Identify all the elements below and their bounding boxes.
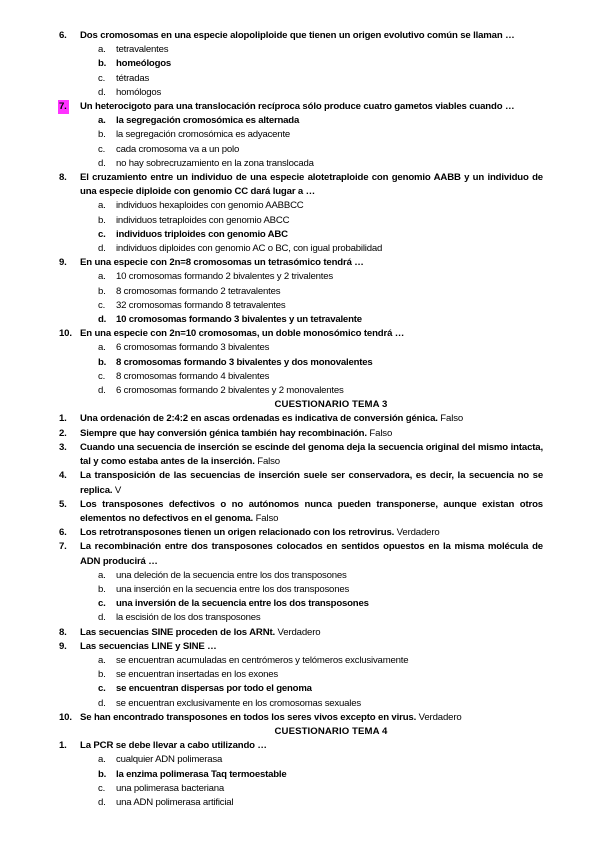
question-number: 9.	[59, 257, 67, 269]
option-text: homeólogos	[116, 58, 172, 70]
question-text: En una especie con 2n=10 cromosomas, un doble monosómico tendrá …	[80, 328, 405, 340]
option-text: una deleción de la secuencia entre los dos transposones	[116, 569, 347, 581]
option-letter: c.	[98, 782, 106, 794]
option-letter: a.	[98, 200, 106, 212]
option	[0, 569, 600, 583]
option-text: una inserción en la secuencia entre los dos transposones	[116, 583, 350, 595]
question-number: 5.	[59, 498, 67, 510]
option	[0, 370, 600, 384]
question-text: La transposición de las secuencias de inserción suele ser conservadora, es decir, la secuencia no se replica.	[80, 470, 543, 496]
option-letter: b.	[98, 768, 107, 780]
option-letter: c.	[98, 143, 106, 155]
question-t3-4	[0, 469, 600, 497]
option	[0, 668, 600, 682]
section-heading-tema-3: CUESTIONARIO TEMA 3	[274, 399, 388, 411]
option-text: 8 cromosomas formando 4 bivalentes	[116, 370, 270, 382]
option-correct	[0, 228, 600, 242]
question-text: Dos cromosomas en una especie alopoliploide que tienen un origen evolutivo común se llaman …	[80, 30, 515, 41]
question-text: La recombinación entre dos transposones colocados en sentidos opuestos en la misma molécula de ADN producirá …	[80, 541, 543, 567]
option-letter: b.	[98, 356, 107, 368]
option-letter: d.	[98, 385, 106, 397]
question-text: Un heterocigoto para una translocación recíproca sólo produce cuatro gametos viables cuando …	[80, 101, 515, 113]
option-text: individuos triploides con genomio ABC	[116, 228, 288, 240]
option	[0, 611, 600, 625]
option-correct	[0, 313, 600, 327]
question-text: Se han encontrado transposones en todos los seres vivos excepto en virus.	[80, 711, 417, 723]
option-text: tetravalentes	[116, 44, 169, 56]
option	[0, 341, 600, 355]
section-heading-tema-4: CUESTIONARIO TEMA 4	[274, 725, 388, 737]
question-number: 1.	[59, 413, 67, 425]
option-correct	[0, 356, 600, 370]
option-text: la segregación cromosómica es adyacente	[116, 129, 291, 141]
option-letter: b.	[98, 583, 106, 595]
option	[0, 285, 600, 299]
option-text: una ADN polimerasa artificial	[116, 796, 234, 808]
question-text: Cuando una secuencia de inserción se escinde del genoma deja la secuencia original del mismo intacta, tal y como estaba antes de la inserción.	[80, 441, 543, 468]
answer-text: Falso	[437, 413, 464, 425]
option-text: 8 cromosomas formando 2 tetravalentes	[116, 285, 281, 297]
option	[0, 214, 600, 228]
question-number: 1.	[59, 740, 67, 752]
question-number: 7.	[59, 541, 67, 553]
option-letter: c.	[98, 598, 106, 610]
option-correct	[0, 597, 600, 611]
question-t3-10	[0, 711, 600, 725]
option-text: 6 cromosomas formando 2 bivalentes y 2 monovalentes	[116, 385, 344, 397]
question-number: 8.	[59, 172, 67, 184]
question-7	[0, 100, 600, 114]
answer-text: Verdadero	[275, 626, 321, 638]
option-letter: b.	[98, 669, 106, 681]
question-text: Las secuencias SINE proceden de los ARNt.	[80, 626, 276, 638]
option-letter: c.	[98, 370, 106, 382]
option-text: la enzima polimerasa Taq termoestable	[116, 768, 287, 780]
option	[0, 270, 600, 284]
option-text: 6 cromosomas formando 3 bivalentes	[116, 342, 270, 354]
question-text: Las secuencias LINE y SINE …	[80, 640, 217, 652]
option-text: individuos tetraploides con genomio ABCC	[116, 214, 290, 226]
question-number: 2.	[59, 427, 67, 439]
question-number: 10.	[59, 328, 72, 340]
question-t3-7	[0, 540, 600, 568]
question-t3-1	[0, 412, 600, 426]
option	[0, 583, 600, 597]
option-text: individuos diploides con genomio AC o BC, con igual probabilidad	[116, 243, 383, 255]
option-letter: d.	[98, 697, 106, 709]
option-text: cualquier ADN polimerasa	[116, 754, 223, 766]
option	[0, 782, 600, 796]
option-text: homólogos	[116, 86, 162, 98]
option-letter: b.	[98, 214, 106, 226]
question-t3-3	[0, 441, 600, 469]
question-t4-1	[0, 739, 600, 753]
question-number: 4.	[59, 470, 67, 482]
option-letter: a.	[98, 44, 106, 56]
option-letter: c.	[98, 683, 106, 695]
option-letter: a.	[98, 271, 106, 283]
option	[0, 199, 600, 213]
option-letter: a.	[98, 342, 106, 354]
question-10	[0, 327, 600, 341]
option-text: se encuentran dispersas por todo el genoma	[116, 683, 312, 695]
question-t3-2	[0, 427, 600, 441]
option-text: 32 cromosomas formando 8 tetravalentes	[116, 299, 286, 311]
option-letter: c.	[98, 299, 106, 311]
option-text: una inversión de la secuencia entre los dos transposones	[116, 598, 369, 610]
option-letter: c.	[98, 228, 106, 240]
option-correct	[0, 682, 600, 696]
option	[0, 86, 600, 100]
option-letter: d.	[98, 243, 106, 255]
question-text: Los retrotransposones tienen un origen relacionado con los retrovirus.	[80, 527, 395, 539]
option-letter: a.	[98, 654, 106, 666]
option-text: 8 cromosomas formando 3 bivalentes y dos monovalentes	[116, 356, 373, 368]
option	[0, 143, 600, 157]
option-text: la segregación cromosómica es alternada	[116, 115, 300, 127]
option	[0, 753, 600, 767]
question-t3-6	[0, 526, 600, 540]
answer-text: Falso	[366, 427, 393, 439]
option-text: no hay sobrecruzamiento en la zona translocada	[116, 157, 314, 169]
option-letter: a.	[98, 569, 106, 581]
option-letter: b.	[98, 58, 107, 70]
question-text: Los transposones defectivos o no autónomos nunca pueden transponerse, aunque existan otros elementos no defectivos en el genoma.	[80, 498, 543, 524]
option-text: individuos hexaploides con genomio AABBCC	[116, 200, 304, 212]
option-correct	[0, 768, 600, 782]
question-number: 3.	[59, 441, 67, 453]
option-text: la escisión de los dos transposones	[116, 612, 261, 624]
question-number: 9.	[59, 640, 67, 652]
option	[0, 43, 600, 57]
question-t3-9	[0, 640, 600, 654]
answer-text: Verdadero	[416, 711, 462, 723]
option-letter: a.	[98, 754, 106, 766]
question-number: 10.	[59, 711, 72, 723]
option-text: 10 cromosomas formando 3 bivalentes y un tetravalente	[116, 314, 362, 326]
question-text: La PCR se debe llevar a cabo utilizando …	[80, 740, 267, 752]
option	[0, 299, 600, 313]
question-text: En una especie con 2n=8 cromosomas un tetrasómico tendrá …	[80, 257, 364, 269]
question-number-highlighted: 7.	[58, 100, 69, 114]
question-number: 8.	[59, 626, 67, 638]
option-letter: d.	[98, 796, 106, 808]
option-text: se encuentran acumuladas en centrómeros y telómeros exclusivamente	[116, 654, 409, 666]
option	[0, 128, 600, 142]
option	[0, 796, 600, 810]
question-6	[0, 29, 600, 43]
answer-text: V	[112, 484, 122, 496]
question-text: Una ordenación de 2:4:2 en ascas ordenadas es indicativa de conversión génica.	[80, 413, 438, 425]
question-t3-5	[0, 498, 600, 526]
option-letter: d.	[98, 612, 106, 624]
question-number: 6.	[59, 30, 67, 41]
option	[0, 72, 600, 86]
option	[0, 384, 600, 398]
option-text: tétradas	[116, 72, 150, 84]
option-letter: b.	[98, 129, 106, 141]
question-text: El cruzamiento entre un individuo de una especie alotetraploide con genomio AABB y un individuo de una especie diploide con genomio CC dará lugar a …	[80, 172, 543, 198]
question-number: 6.	[59, 527, 67, 539]
option-letter: a.	[98, 115, 106, 127]
answer-text: Falso	[254, 456, 280, 468]
option	[0, 654, 600, 668]
option	[0, 157, 600, 171]
option-correct	[0, 57, 600, 71]
option-correct	[0, 114, 600, 128]
option-text: se encuentran exclusivamente en los cromosomas sexuales	[116, 697, 361, 709]
option-text: cada cromosoma va a un polo	[116, 143, 240, 155]
question-8	[0, 171, 600, 199]
question-9	[0, 256, 600, 270]
answer-text: Falso	[253, 512, 279, 524]
option-text: se encuentran insertadas en los exones	[116, 669, 279, 681]
option-letter: c.	[98, 72, 106, 84]
option-text: una polimerasa bacteriana	[116, 782, 225, 794]
option-letter: d.	[98, 86, 106, 98]
option-letter: d.	[98, 157, 106, 169]
answer-text: Verdadero	[394, 527, 440, 539]
option	[0, 242, 600, 256]
question-text: Siempre que hay conversión génica también hay recombinación.	[80, 427, 367, 439]
question-t3-8	[0, 626, 600, 640]
option-text: 10 cromosomas formando 2 bivalentes y 2 trivalentes	[116, 271, 333, 283]
option-letter: b.	[98, 285, 106, 297]
option	[0, 697, 600, 711]
option-letter: d.	[98, 314, 107, 326]
